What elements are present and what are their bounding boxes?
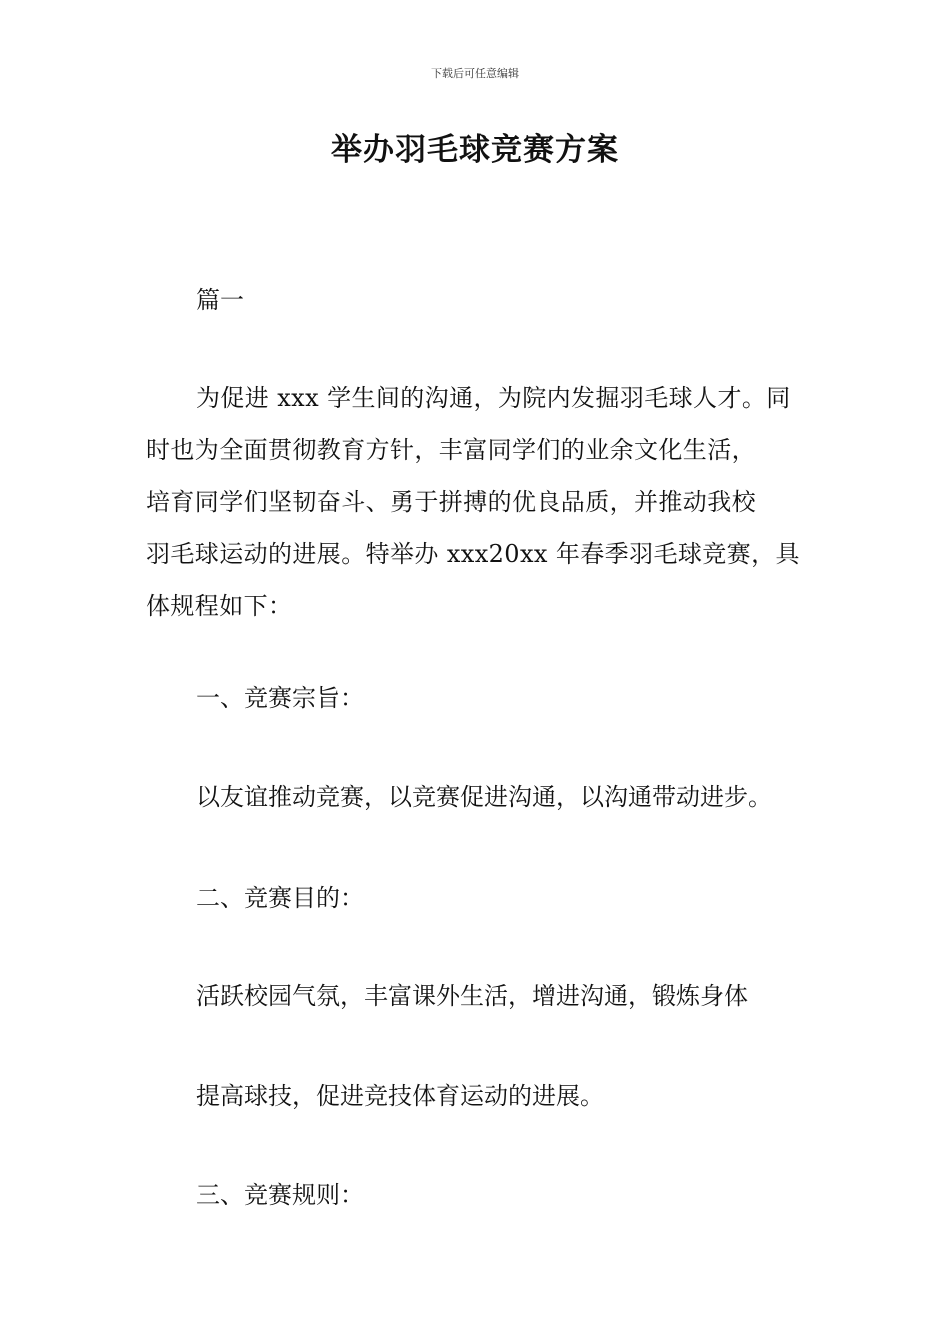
intro-line: 羽毛球运动的进展。特举办 xxx20xx 年春季羽毛球竞赛，具 xyxy=(146,540,800,568)
intro-line: 体规程如下： xyxy=(146,592,293,620)
goal-text-line-2: 提高球技，促进竞技体育运动的进展。 xyxy=(196,1082,604,1110)
intro-line: 为促进 xxx 学生间的沟通，为院内发掘羽毛球人才。同 xyxy=(196,384,791,412)
document-title: 举办羽毛球竞赛方案 xyxy=(331,132,619,168)
intro-line: 时也为全面贯彻教育方针，丰富同学们的业余文化生活， xyxy=(146,436,756,464)
heading-rules: 三、竞赛规则： xyxy=(196,1181,364,1209)
section-label: 篇一 xyxy=(196,286,244,314)
goal-text-line-1: 活跃校园气氛，丰富课外生活，增进沟通，锻炼身体 xyxy=(196,982,748,1010)
heading-goal: 二、竞赛目的： xyxy=(196,884,364,912)
intro-paragraph xyxy=(146,372,816,632)
intro-line: 培育同学们坚韧奋斗、勇于拼搏的优良品质，并推动我校 xyxy=(146,488,756,516)
purpose-text: 以友谊推动竞赛，以竞赛促进沟通，以沟通带动进步。 xyxy=(196,783,772,811)
header-note: 下载后可任意编辑 xyxy=(431,67,519,80)
heading-purpose: 一、竞赛宗旨： xyxy=(196,684,364,712)
